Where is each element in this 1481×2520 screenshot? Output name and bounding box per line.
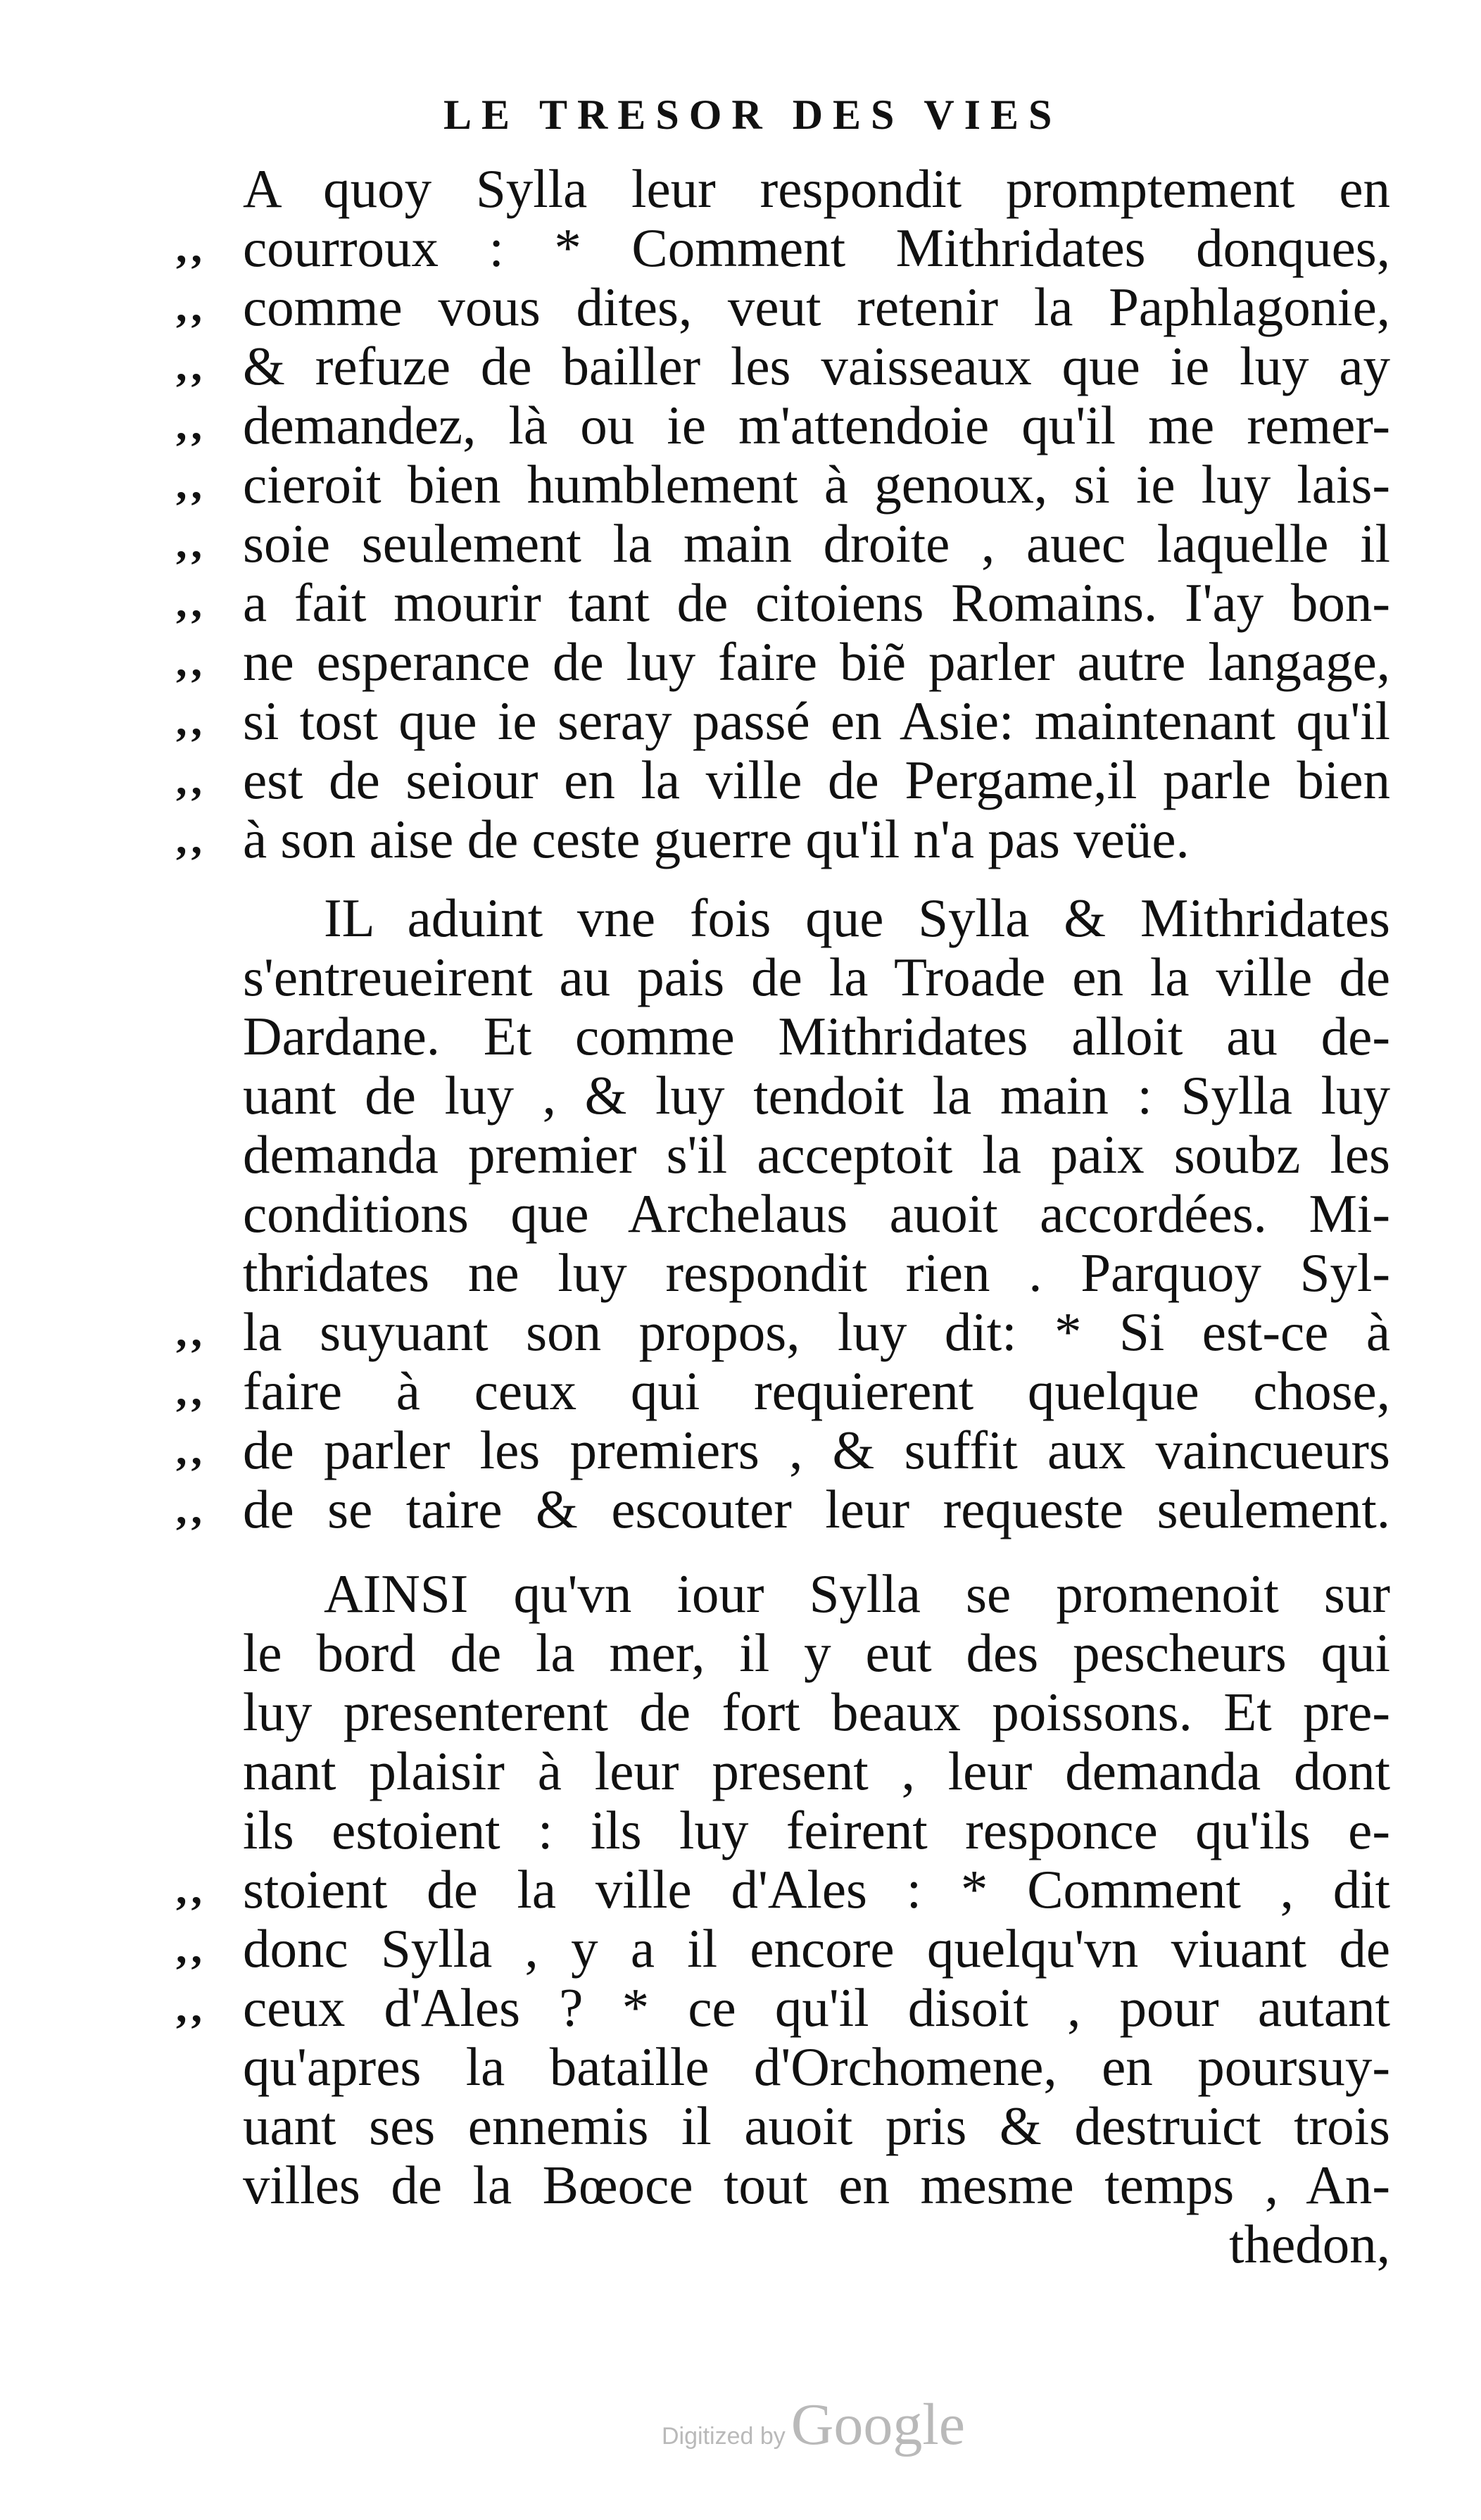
- line-text: stoient de la ville d'Ales : * Comment , dit: [243, 1859, 1390, 1920]
- text-line: [0, 632, 1481, 691]
- line-text: Dardane. Et comme Mithridates alloit au de-: [243, 1006, 1390, 1066]
- line-text: donc Sylla , y a il encore quelqu'vn viuant de: [243, 1918, 1390, 1979]
- line-text: uant de luy , & luy tendoit la main : Sylla luy: [243, 1065, 1390, 1126]
- quote-marker: ,,: [176, 283, 206, 331]
- watermark-prefix: Digitized by: [662, 2423, 786, 2450]
- text-line: [0, 573, 1481, 632]
- quote-marker: ,,: [176, 1984, 206, 2031]
- text-line: [0, 1066, 1481, 1125]
- catchword-line: [0, 2215, 1481, 2274]
- text-line: [0, 1801, 1481, 1860]
- line-text: luy presenterent de fort beaux poissons. Et pre-: [243, 1682, 1390, 1742]
- line-text: faire à ceux qui requierent quelque chose,: [243, 1361, 1390, 1421]
- digitized-watermark: [662, 2393, 965, 2473]
- google-logo: Google: [790, 2392, 966, 2457]
- quote-marker: ,,: [176, 815, 206, 863]
- text-line: [0, 1302, 1481, 1361]
- text-line: [0, 1184, 1481, 1243]
- text-line: [0, 1623, 1481, 1682]
- text-line: [0, 1860, 1481, 1919]
- text-line: [0, 2155, 1481, 2215]
- line-text: A quoy Sylla leur respondit promptement en: [243, 158, 1390, 219]
- text-line: [0, 218, 1481, 277]
- line-text: ceux d'Ales ? * ce qu'il disoit , pour autant: [243, 1977, 1390, 2038]
- quote-marker: ,,: [176, 460, 206, 508]
- quote-marker: ,,: [176, 1426, 206, 1474]
- catchword: thedon,: [1229, 2214, 1390, 2274]
- text-line: [0, 277, 1481, 336]
- text-line: [0, 1125, 1481, 1184]
- line-text: qu'apres la bataille d'Orchomene, en poursuy-: [243, 2036, 1390, 2097]
- text-line: [0, 2037, 1481, 2096]
- text-line: [0, 1682, 1481, 1741]
- quote-marker: ,,: [176, 579, 206, 626]
- quote-marker: ,,: [176, 756, 206, 804]
- text-line: [0, 1420, 1481, 1480]
- quote-marker: ,,: [176, 342, 206, 390]
- text-line: [0, 691, 1481, 750]
- quote-marker: ,,: [176, 1485, 206, 1533]
- text-line: [0, 396, 1481, 455]
- line-text: soie seulement la main droite , auec laquelle il: [243, 513, 1390, 574]
- quote-marker: ,,: [176, 519, 206, 567]
- quote-marker: ,,: [176, 638, 206, 686]
- line-text: demanda premier s'il acceptoit la paix soubz les: [243, 1124, 1390, 1185]
- line-text: nant plaisir à leur present , leur demanda dont: [243, 1741, 1390, 1801]
- line-text: de parler les premiers , & suffit aux vaincueurs: [243, 1420, 1390, 1480]
- line-text: & refuze de bailler les vaisseaux que ie luy ay: [243, 336, 1390, 396]
- text-line: [0, 1480, 1481, 1539]
- text-line: [0, 809, 1481, 869]
- line-text: si tost que ie seray passé en Asie: maintenant qu'il: [243, 691, 1390, 751]
- line-text: cieroit bien humblement à genoux, si ie luy lais-: [243, 454, 1390, 515]
- text-line: [0, 336, 1481, 396]
- line-text: demandez, là ou ie m'attendoie qu'il me remer-: [243, 395, 1390, 455]
- quote-marker: ,,: [176, 1865, 206, 1913]
- text-line: [0, 159, 1481, 218]
- text-line: [0, 1978, 1481, 2037]
- text-line: [0, 455, 1481, 514]
- text-line: [0, 1919, 1481, 1978]
- line-text: conditions que Archelaus auoit accordées. Mi-: [243, 1183, 1390, 1244]
- running-title: LE TRESOR DES VIES: [443, 92, 1062, 138]
- quote-marker: ,,: [176, 697, 206, 745]
- text-line: [0, 947, 1481, 1007]
- quote-marker: ,,: [176, 401, 206, 449]
- text-line: [0, 1564, 1481, 1623]
- line-text: le bord de la mer, il y eut des pescheurs qui: [243, 1623, 1390, 1683]
- line-text: courroux : * Comment Mithridates donques,: [243, 218, 1390, 278]
- text-line: [0, 888, 1481, 947]
- text-line: [0, 750, 1481, 809]
- text-line: [0, 1361, 1481, 1420]
- text-line: [0, 1741, 1481, 1801]
- paragraph-3: [0, 1564, 1481, 2274]
- paragraph-2: [0, 888, 1481, 1539]
- line-text: comme vous dites, veut retenir la Paphlagonie,: [243, 277, 1390, 337]
- quote-marker: ,,: [176, 1924, 206, 1972]
- line-text: thridates ne luy respondit rien . Parquoy Syl-: [243, 1242, 1390, 1303]
- line-text: est de seiour en la ville de Pergame,il parle bien: [243, 750, 1390, 810]
- quote-marker: ,,: [176, 1367, 206, 1415]
- line-text: à son aise de ceste guerre qu'il n'a pas veüe.: [243, 809, 1190, 869]
- line-text: ils estoient : ils luy feirent responce qu'ils e-: [243, 1800, 1390, 1860]
- quote-marker: ,,: [176, 224, 206, 272]
- text-line: [0, 1243, 1481, 1302]
- line-text: villes de la Bœoce tout en mesme temps , An-: [243, 2155, 1390, 2215]
- text-line: [0, 1007, 1481, 1066]
- line-text: a fait mourir tant de citoiens Romains. I'ay bon-: [243, 572, 1390, 633]
- quote-marker: ,,: [176, 1308, 206, 1356]
- paragraph-1: [0, 159, 1481, 869]
- text-line: [0, 514, 1481, 573]
- line-text: uant ses ennemis il auoit pris & destruict trois: [243, 2096, 1390, 2156]
- line-text: la suyuant son propos, luy dit: * Si est-ce à: [243, 1302, 1390, 1362]
- line-text: s'entreueirent au pais de la Troade en la ville de: [243, 947, 1390, 1007]
- line-text: IL aduint vne fois que Sylla & Mithridates: [324, 888, 1390, 948]
- line-text: ne esperance de luy faire biẽ parler autre langage,: [243, 631, 1390, 692]
- line-text: de se taire & escouter leur requeste seulement.: [243, 1479, 1390, 1539]
- line-text: AINSI qu'vn iour Sylla se promenoit sur: [324, 1563, 1390, 1624]
- text-line: [0, 2096, 1481, 2155]
